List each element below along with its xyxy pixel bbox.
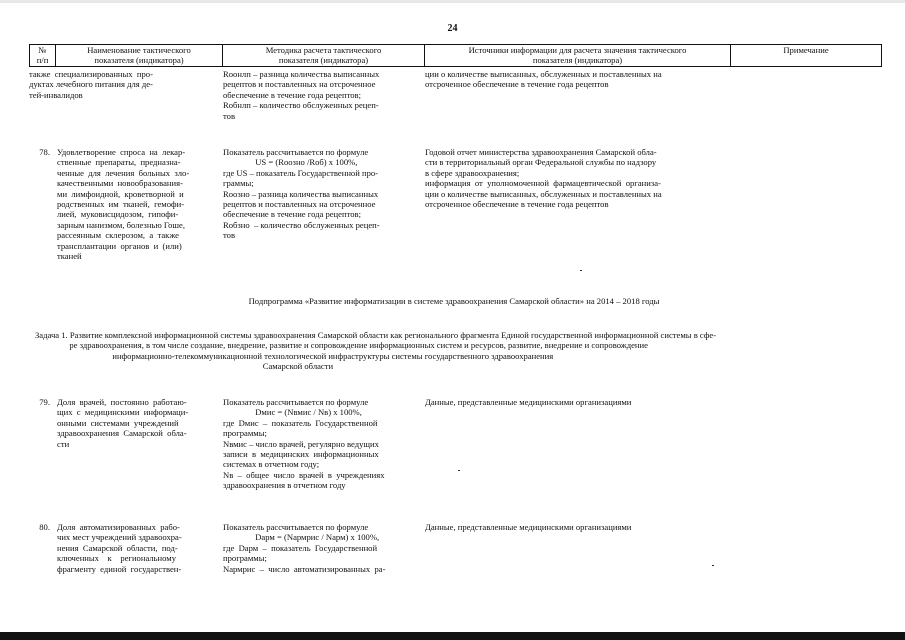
row-method: Показатель рассчитывается по формуле US = (Rоозно /Rоб) x 100%, где US – показатель Государственной про- граммы; Rоозно – разница количества выписанных рецептов и поставленных на отсроченное обеспечение в течение года рецептов; Rобзно – количество обслуженных рецеп- тов (223, 147, 380, 241)
row-name: Доля автоматизированных рабо- чих мест учреждений здравоохра- нения Самарской области, под- ключенных к региональному фрагменту единой государствен- (57, 522, 182, 574)
row-name: Удовлетворение спроса на лекар- ственные препараты, предназна- ченные для лечения больных зло- качественными новообразования- ми лимфоидной, кроветворной и родственных им тканей, гемофи- лией, муковисцидозом, гипофи- зарным нанизмом, болезнью Гоше, рассеянным склерозом, а также трансплантации органов и (или) тканей (57, 147, 190, 262)
row-source: ции о количестве выписанных, обслуженных и поставленных на отсроченное обеспечение в течение года рецептов (425, 69, 662, 90)
row-source: Данные, представленные медицинскими организациями (425, 522, 632, 532)
header-col-name: Наименование тактического показателя (индикатора) (56, 45, 223, 67)
table-header (29, 44, 882, 67)
row-source: Данные, представленные медицинскими организациями (425, 397, 632, 407)
row-method: Показатель рассчитывается по формуле Dмис = (Nвмис / Nв) x 100%, где Dмис – показатель Государственной программы; Nвмис – число врачей, регулярно ведущих записи в медицинских информационных системах в отчетном году; Nв – общее число врачей в учреждениях здравоохранения в отчетном году (223, 397, 385, 491)
task-text: Задача 1. Развитие комплексной информационной системы здравоохранения Самарской области как регионального фрагмента Единой государственной информационной системы в сфе- ре здравоохранения, в том числе создание, внедрение, развитие и сопровождение информационных систем и ресурсов, развитие, внедрение и сопровождение информационно-телекоммуникационной технологической инфраструктуры системы государственного здравоохранения Самарской области (35, 330, 717, 372)
scan-speck (712, 565, 714, 566)
row-number: 80. (39, 522, 50, 532)
row-method: Показатель рассчитывается по формуле Dарм = (Nармрис / Nарм) x 100%, где Dарм – показатель Государственной программы; Nармрис – число автоматизированных ра- (223, 522, 386, 574)
row-method: Rоонлп – разница количества выписанных рецептов и поставленных на отсроченное обеспечение в течение года рецептов; Rобнлп – количество обслуженных рецеп- тов (223, 69, 380, 121)
header-col-note: Примечание (731, 45, 882, 67)
row-number: 79. (39, 397, 50, 407)
row-number: 78. (39, 147, 50, 157)
subprogram-title: Подпрограмма «Развитие информатизации в системе здравоохранения Самарской области» на 2014 – 2018 годы (248, 296, 660, 306)
row-name: также специализированных про- дуктах лечебного питания для де- тей-инвалидов (29, 69, 153, 100)
row-source: Годовой отчет министерства здравоохранения Самарской обла- сти в территориальный орган Федеральной службы по надзору в сфере здравоохранения; информация от уполномоченной фармацевтической организа- ции о количестве выписанных, обслуженных и поставленных на отсроченное обеспечение в течение года рецептов (425, 147, 662, 210)
scan-bottom-edge (0, 632, 905, 640)
scan-top-edge (0, 0, 905, 3)
header-col-source: Источники информации для расчета значения тактического показателя (индикатора) (425, 45, 731, 67)
header-col-number: № п/п (30, 45, 56, 67)
scan-speck (458, 470, 460, 471)
header-col-method: Методика расчета тактического показателя (индикатора) (223, 45, 425, 67)
row-name: Доля врачей, постоянно работаю- щих с медицинскими информаци- онными системами учреждений здравоохранения Самарской обла- сти (57, 397, 189, 449)
scan-speck (580, 270, 582, 271)
page-number: 24 (447, 23, 458, 34)
